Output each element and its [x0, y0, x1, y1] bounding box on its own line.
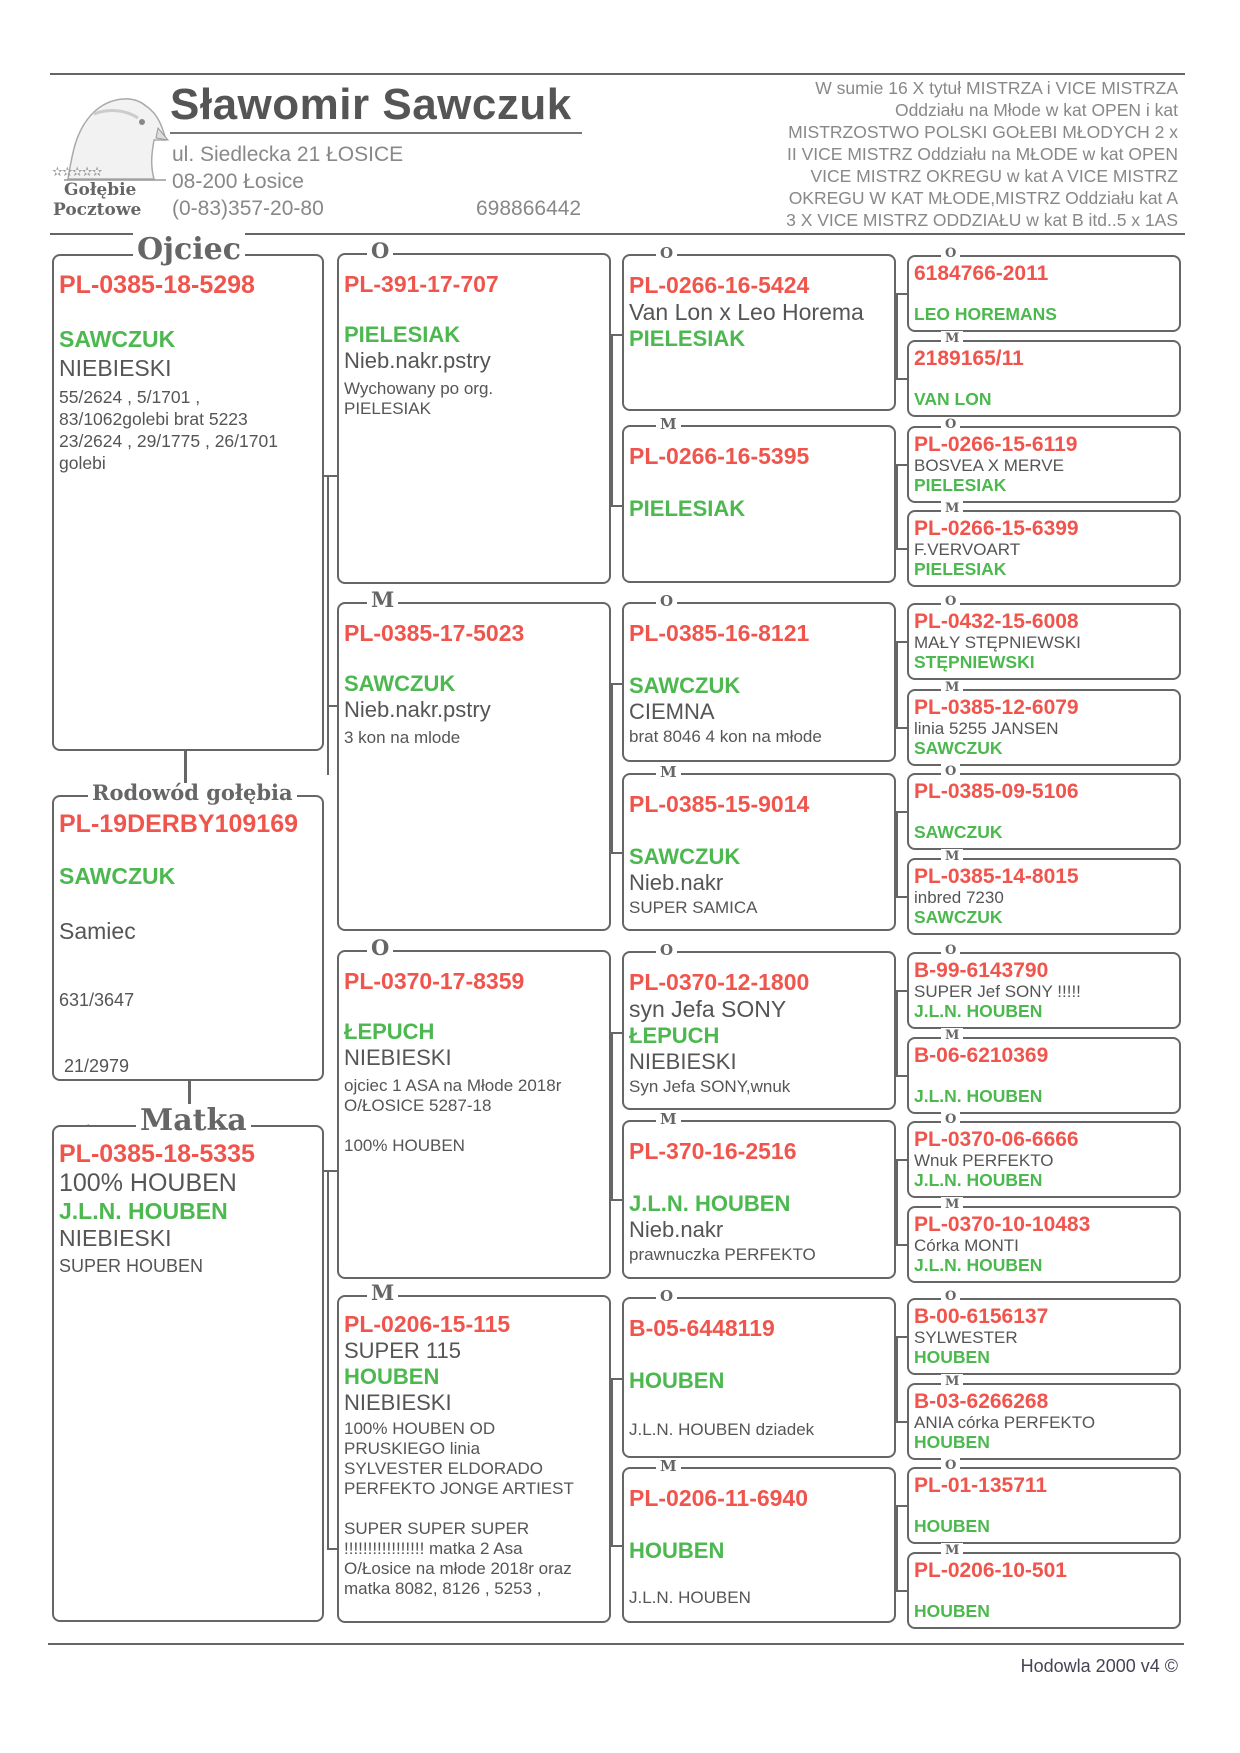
- color: NIEBIESKI: [344, 1390, 452, 1415]
- breeder: PIELESIAK: [914, 475, 1007, 495]
- connector: [896, 1244, 907, 1246]
- ring-number: B-99-6143790: [914, 959, 1049, 982]
- connector: [896, 464, 898, 550]
- gen4-card: [907, 1543, 1181, 1629]
- breeder: HOUBEN: [914, 1601, 990, 1621]
- father-tag: O: [656, 593, 677, 609]
- note-line: SYLVESTER ELDORADO: [344, 1459, 544, 1478]
- connector: [327, 475, 329, 775]
- ring-number: PL-0385-14-8015: [914, 865, 1079, 888]
- pigeon-name: BOSVEA X MERVE: [914, 456, 1064, 475]
- breeder: HOUBEN: [914, 1347, 990, 1367]
- note-line: 23/2624 , 29/1775 , 26/1701: [59, 431, 278, 451]
- color: NIEBIESKI: [344, 1045, 452, 1070]
- color: NIEBIESKI: [59, 355, 172, 381]
- award-line: Oddziału na Młode w kat OPEN i kat: [894, 100, 1178, 120]
- gen3-card: [622, 1287, 896, 1458]
- connector: [896, 1075, 907, 1077]
- color: Nieb.nakr: [629, 870, 724, 895]
- ring-number: PL-0266-16-5424: [629, 272, 810, 298]
- sire-card: [52, 232, 324, 751]
- connector: [896, 641, 898, 729]
- breeder: SAWCZUK: [629, 844, 741, 869]
- ring-number: PL-0370-17-8359: [344, 968, 525, 994]
- mother-tag: M: [656, 764, 681, 780]
- ring-number: PL-0385-18-5335: [59, 1140, 255, 1168]
- gen3-card: [622, 941, 896, 1110]
- bottom-rule: [48, 1643, 1184, 1645]
- dam-label: Matka: [136, 1104, 251, 1138]
- result-line: 631/3647: [59, 990, 135, 1010]
- award-line: W sumie 16 X tytuł MISTRZA i VICE MISTRZA: [815, 78, 1178, 98]
- connector: [327, 475, 337, 477]
- gen4-card: [907, 594, 1181, 680]
- gen4-card: [907, 246, 1181, 332]
- connector: [896, 293, 898, 380]
- breeder: HOUBEN: [629, 1368, 725, 1393]
- pigeon-name: [914, 1067, 1174, 1086]
- father-tag: O: [367, 241, 393, 261]
- connector: [896, 1505, 898, 1592]
- award-line: OKREGU W KAT MŁODE,MISTRZ Oddziału kat A: [788, 188, 1178, 208]
- award-line: MISTRZOSTWO POLSKI GOŁEBI MŁODYCH 2 x: [788, 122, 1178, 142]
- breeder: J.L.N. HOUBEN: [59, 1198, 228, 1224]
- software-credit: Hodowla 2000 v4 ©: [1020, 1656, 1178, 1676]
- pigeon-name: SUPER 115: [344, 1338, 461, 1363]
- connector: [611, 1545, 622, 1547]
- gen2-card-father-of-sire: [337, 238, 611, 584]
- note-line: 55/2624 , 5/1701 ,: [59, 387, 201, 407]
- breeder: VAN LON: [914, 389, 992, 409]
- ring-number: PL-0385-09-5106: [914, 780, 1079, 803]
- breeder: STĘPNIEWSKI: [914, 652, 1035, 672]
- ring-number: PL-0370-12-1800: [629, 969, 810, 995]
- connector: [896, 896, 907, 898]
- notes: 3 kon na mlode: [344, 728, 461, 747]
- address-line-2: 08-200 Łosice: [172, 170, 304, 193]
- connector: [896, 293, 907, 295]
- ring-number: PL-370-16-2516: [629, 1138, 797, 1164]
- color: NIEBIESKI: [59, 1225, 172, 1251]
- gen3-card: [622, 763, 896, 931]
- logo-text-1: Gołębie: [64, 180, 137, 200]
- breeder: HOUBEN: [914, 1516, 990, 1536]
- father-tag: O: [941, 764, 960, 780]
- ring-number: PL-0206-15-115: [344, 1311, 511, 1337]
- ring-number: B-03-6266268: [914, 1390, 1049, 1413]
- notes: J.L.N. HOUBEN dziadek: [629, 1420, 815, 1439]
- note-line: golebi: [59, 453, 106, 473]
- connector: [611, 852, 622, 854]
- pigeon-name: [914, 803, 1174, 822]
- note-line: O/Łosice na młode 2018r oraz: [344, 1559, 572, 1578]
- pigeon-name: inbred 7230: [914, 888, 1004, 907]
- connector: [896, 811, 907, 813]
- mother-tag: M: [656, 416, 681, 432]
- gen3-card: [622, 592, 896, 762]
- pigeon-name: SYLWESTER: [914, 1328, 1018, 1347]
- color: CIEMNA: [629, 699, 715, 724]
- pigeon-name: Van Lon x Leo Horema: [629, 299, 864, 325]
- father-tag: O: [941, 943, 960, 959]
- mother-tag: M: [941, 849, 963, 865]
- connector: [896, 811, 898, 898]
- pigeon-name: 100% HOUBEN: [59, 1169, 237, 1197]
- breeder: HOUBEN: [344, 1364, 440, 1389]
- gen4-card: [907, 331, 1181, 417]
- connector: [896, 1336, 898, 1423]
- sex: Samiec: [59, 918, 136, 944]
- gen4-card: [907, 1197, 1181, 1283]
- ring-number: PL-0385-18-5298: [59, 271, 255, 299]
- connector: [896, 378, 907, 380]
- mother-tag: M: [941, 680, 963, 696]
- connector: [896, 548, 907, 550]
- gen4-card: [907, 1458, 1181, 1544]
- color: Nieb.nakr: [629, 1217, 724, 1242]
- mother-tag: M: [367, 1283, 398, 1303]
- pigeon-name: Wnuk PERFEKTO: [914, 1151, 1054, 1170]
- mother-tag: M: [367, 590, 398, 610]
- mobile-phone: 698866442: [476, 197, 582, 220]
- breeder: ŁEPUCH: [629, 1023, 720, 1048]
- connector: [896, 990, 898, 1077]
- gen2-card-mother-of-sire: [337, 587, 611, 931]
- breeder: SAWCZUK: [914, 907, 1003, 927]
- breeder: J.L.N. HOUBEN: [914, 1001, 1043, 1021]
- breeder: LEO HOREMANS: [914, 304, 1057, 324]
- pigeon-name: [914, 370, 1174, 389]
- father-tag: O: [656, 245, 677, 261]
- ring-number: PL-0266-15-6119: [914, 433, 1078, 456]
- gen4-card: [907, 849, 1181, 935]
- pigeon-name: Córka MONTI: [914, 1236, 1019, 1255]
- ring-number: B-06-6210369: [914, 1044, 1049, 1067]
- note-line: matka 8082, 8126 , 5253 ,: [344, 1579, 542, 1598]
- connector: [896, 464, 907, 466]
- note-line: ojciec 1 ASA na Młode 2018r: [344, 1076, 562, 1095]
- gen4-card: [907, 417, 1181, 503]
- ring-number: PL-0206-10-501: [914, 1559, 1067, 1582]
- connector: [611, 683, 622, 685]
- mother-tag: M: [941, 331, 963, 347]
- awards-text: [718, 77, 1178, 231]
- color: Nieb.nakr.pstry: [344, 697, 491, 722]
- father-tag: O: [656, 1288, 677, 1304]
- breeder: SAWCZUK: [59, 326, 176, 352]
- pigeon-name: linia 5255 JANSEN: [914, 719, 1059, 738]
- note-line: [344, 1116, 604, 1136]
- gen4-card: [907, 501, 1181, 587]
- mother-tag: M: [941, 1197, 963, 1213]
- gen4-card: [907, 943, 1181, 1029]
- father-tag: O: [941, 1458, 960, 1474]
- connector: [611, 1378, 622, 1380]
- connector: [611, 683, 613, 853]
- notes: SUPER HOUBEN: [59, 1256, 204, 1276]
- connector: [611, 1032, 613, 1200]
- ring-number: PL-19DERBY109169: [59, 810, 299, 838]
- notes: Syn Jefa SONY,wnuk: [629, 1077, 791, 1096]
- subject-card: [52, 780, 324, 1081]
- connector: [611, 1378, 613, 1546]
- breeder: J.L.N. HOUBEN: [914, 1086, 1043, 1106]
- mother-tag: M: [656, 1458, 681, 1474]
- connector: [896, 1336, 907, 1338]
- notes: [344, 379, 604, 419]
- gen4-card: [907, 1289, 1181, 1375]
- gen3-card: [622, 1457, 896, 1623]
- ring-number: 6184766-2011: [914, 262, 1049, 285]
- note-line: PIELESIAK: [344, 399, 431, 418]
- breeder: J.L.N. HOUBEN: [914, 1170, 1043, 1190]
- ring-number: B-00-6156137: [914, 1305, 1049, 1328]
- connector: [324, 1170, 337, 1172]
- breeder-name: Sławomir Sawczuk: [170, 80, 582, 134]
- gen3-card: [622, 415, 896, 583]
- award-line: 3 X VICE MISTRZ ODDZIAŁU w kat B itd..5 x 1AS: [786, 210, 1178, 230]
- breeder: SAWCZUK: [914, 738, 1003, 758]
- connector: [611, 334, 622, 336]
- father-tag: O: [941, 1289, 960, 1305]
- notes: brat 8046 4 kon na młode: [629, 727, 822, 746]
- gen4-card: [907, 764, 1181, 850]
- breeder: PIELESIAK: [914, 559, 1007, 579]
- gen2-card-father-of-dam: [337, 935, 611, 1279]
- ring-number: PL-0266-16-5395: [629, 443, 810, 469]
- gen3-card: [622, 1110, 896, 1279]
- dam-card: [52, 1103, 324, 1622]
- connector: [611, 1032, 622, 1034]
- ring-number: PL-01-135711: [914, 1474, 1048, 1497]
- ring-number: 2189165/11: [914, 347, 1024, 370]
- connector: [611, 505, 622, 507]
- breeder: HOUBEN: [914, 1432, 990, 1452]
- father-tag: O: [941, 246, 960, 262]
- breeder: PIELESIAK: [629, 326, 746, 351]
- mother-tag: M: [941, 1028, 963, 1044]
- color: NIEBIESKI: [629, 1049, 737, 1074]
- connector: [896, 727, 907, 729]
- ring-number: PL-0206-11-6940: [629, 1485, 809, 1511]
- award-line: II VICE MISTRZ Oddziału na MŁODE w kat OPEN: [787, 144, 1178, 164]
- connector: [896, 1159, 898, 1246]
- breeder: J.L.N. HOUBEN: [629, 1191, 791, 1216]
- ring-number: PL-0385-16-8121: [629, 620, 810, 646]
- pigeon-name: syn Jefa SONY: [629, 996, 787, 1022]
- gen3-card: [622, 244, 896, 411]
- top-rule: [50, 73, 1185, 75]
- color: Nieb.nakr.pstry: [344, 348, 491, 373]
- connector: [327, 1548, 337, 1550]
- connector: [611, 1199, 622, 1201]
- gen4-card: [907, 1374, 1181, 1460]
- pigeon-name: [914, 285, 1174, 304]
- father-tag: O: [367, 938, 393, 958]
- connector: [896, 1159, 907, 1161]
- breeder: PIELESIAK: [344, 322, 461, 347]
- note-line: !!!!!!!!!!!!!!!!! matka 2 Asa: [344, 1539, 523, 1558]
- phone: (0-83)357-20-80: [172, 197, 324, 220]
- connector: [327, 1170, 329, 1548]
- pigeon-name: MAŁY STĘPNIEWSKI: [914, 633, 1081, 652]
- breeder: ŁEPUCH: [344, 1019, 435, 1044]
- notes: [344, 1419, 604, 1599]
- ring-number: PL-0266-15-6399: [914, 517, 1079, 540]
- breeder: SAWCZUK: [629, 673, 741, 698]
- gen4-card: [907, 1028, 1181, 1114]
- connector: [896, 1590, 907, 1592]
- notes: [344, 1076, 604, 1156]
- ring-number: PL-0385-15-9014: [629, 791, 810, 817]
- gen2-card-mother-of-dam: [337, 1280, 611, 1623]
- father-tag: O: [941, 417, 960, 433]
- connector: [896, 1421, 907, 1423]
- ring-number: PL-0370-10-10483: [914, 1213, 1091, 1236]
- ring-number: B-05-6448119: [629, 1315, 775, 1341]
- note-line: O/ŁOSICE 5287-18: [344, 1096, 492, 1115]
- address-line-1: ul. Siedlecka 21 ŁOSICE: [172, 143, 404, 166]
- logo-text-2: Pocztowe: [53, 200, 142, 220]
- gen4-card: [907, 680, 1181, 766]
- pigeon-name: [914, 1497, 1174, 1516]
- connector: [327, 705, 337, 707]
- connector: [896, 641, 907, 643]
- father-tag: O: [941, 594, 960, 610]
- breeder: PIELESIAK: [629, 496, 746, 521]
- connector: [896, 990, 907, 992]
- connector: [896, 1505, 907, 1507]
- notes: prawnuczka PERFEKTO: [629, 1245, 816, 1264]
- mother-tag: M: [941, 1543, 963, 1559]
- ring-number: PL-0370-06-6666: [914, 1128, 1079, 1151]
- connector: [611, 334, 613, 506]
- logo: [54, 84, 174, 224]
- pigeon-name: ANIA córka PERFEKTO: [914, 1413, 1096, 1432]
- sire-label: Ojciec: [133, 233, 245, 267]
- note-line: PERFEKTO JONGE ARTIEST: [344, 1479, 574, 1498]
- ring-number: PL-0385-17-5023: [344, 620, 525, 646]
- father-tag: O: [941, 1112, 960, 1128]
- note-line: 83/1062golebi brat 5223: [59, 409, 248, 429]
- notes: J.L.N. HOUBEN: [629, 1588, 751, 1607]
- mother-tag: M: [941, 501, 963, 517]
- note-line: 100% HOUBEN OD: [344, 1419, 496, 1438]
- notes: [59, 386, 317, 474]
- pigeon-name: F.VERVOART: [914, 540, 1021, 559]
- logo-stars: ✫✫✫✫✫: [52, 164, 102, 179]
- note-line: [344, 1499, 604, 1519]
- mother-tag: M: [656, 1111, 681, 1127]
- ring-number: PL-0432-15-6008: [914, 610, 1079, 633]
- breeder: HOUBEN: [629, 1538, 725, 1563]
- breeder: SAWCZUK: [344, 671, 456, 696]
- father-tag: O: [656, 942, 677, 958]
- subject-label: Rodowód gołębia: [88, 783, 297, 803]
- award-line: VICE MISTRZ OKREGU w kat A VICE MISTRZ: [810, 166, 1178, 186]
- breeder: J.L.N. HOUBEN: [914, 1255, 1043, 1275]
- mother-tag: M: [941, 1374, 963, 1390]
- result-line: 21/2979: [59, 1056, 130, 1076]
- note-line: 100% HOUBEN: [344, 1136, 465, 1155]
- breeder: SAWCZUK: [914, 822, 1003, 842]
- pigeon-name: SUPER Jef SONY !!!!!: [914, 982, 1081, 1001]
- note-line: Wychowany po org.: [344, 379, 494, 398]
- breeder: SAWCZUK: [59, 863, 176, 889]
- ring-number: PL-391-17-707: [344, 271, 499, 297]
- ring-number: PL-0385-12-6079: [914, 696, 1079, 719]
- note-line: PRUSKIEGO linia: [344, 1439, 481, 1458]
- note-line: SUPER SUPER SUPER: [344, 1519, 530, 1538]
- gen4-card: [907, 1112, 1181, 1198]
- pigeon-name: [914, 1582, 1174, 1601]
- notes: SUPER SAMICA: [629, 898, 758, 917]
